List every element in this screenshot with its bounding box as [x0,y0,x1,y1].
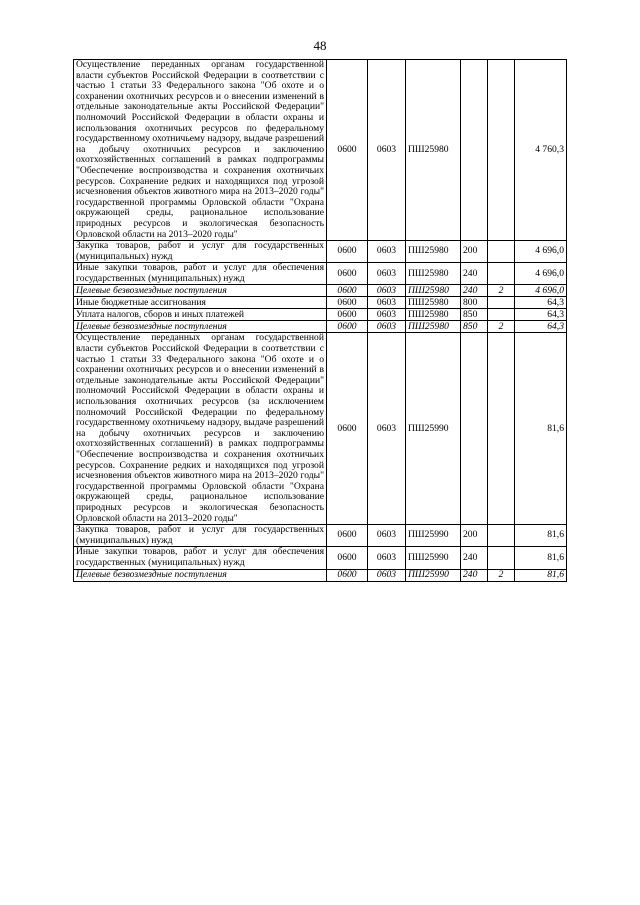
funding-source-code: 2 [488,321,515,333]
department-code: 0600 [327,263,368,285]
section-code: 0603 [368,569,406,581]
target-article-code: ПШ25980 [406,297,461,309]
amount: 64,3 [515,309,567,321]
table-row [74,309,567,321]
target-article-code: ПШ25980 [406,321,461,333]
row-description: Целевые безвозмездные поступления [74,285,327,297]
amount: 64,3 [515,321,567,333]
department-code: 0600 [327,297,368,309]
target-article-code: ПШ25990 [406,547,461,569]
target-article-code: ПШ25980 [406,241,461,263]
section-code: 0603 [368,321,406,333]
funding-source-code [488,60,515,241]
amount: 64,3 [515,297,567,309]
expense-type-code: 800 [461,297,488,309]
target-article-code: ПШ25990 [406,525,461,547]
section-code: 0603 [368,333,406,525]
funding-source-code: 2 [488,285,515,297]
target-article-code: ПШ25990 [406,569,461,581]
department-code: 0600 [327,60,368,241]
table-row [74,60,567,241]
amount: 4 696,0 [515,241,567,263]
row-description: Уплата налогов, сборов и иных платежей [74,309,327,321]
row-description: Целевые безвозмездные поступления [74,569,327,581]
expense-type-code [461,60,488,241]
target-article-code: ПШ25980 [406,309,461,321]
expense-type-code: 200 [461,525,488,547]
department-code: 0600 [327,569,368,581]
funding-source-code [488,525,515,547]
table-row [74,321,567,333]
amount: 81,6 [515,333,567,525]
table-row [74,525,567,547]
section-code: 0603 [368,241,406,263]
expense-type-code: 850 [461,309,488,321]
target-article-code: ПШ25980 [406,60,461,241]
department-code: 0600 [327,547,368,569]
section-code: 0603 [368,60,406,241]
department-code: 0600 [327,309,368,321]
section-code: 0603 [368,263,406,285]
row-description: Осуществление переданных органам государственной власти субъектов Российской Федерации в соответствии с частью 1 статьи 33 Федерального закона "Об охоте и о сохранении охотничьих ресурсов и о внесении изменений в отдельные законодательные акты Российской Федерации" полномочий Российской Федерации в области охраны и использования охотничьих ресурсов (за исключением полномочий Российской Федерации по федеральному государственному охотничьему надзору, выдаче разрешений на добычу охотничьих ресурсов и заключению охотхозяйственных соглашений) в рамках подпрограммы "Обеспечение воспроизводства и сохранения охотничьих ресурсов. Сохранение редких и находящихся под угрозой исчезновения объектов животного мира на 2013–2020 годы" государственной программы Орловской области "Охрана окружающей среды, рациональное использование природных ресурсов и экологическая безопасность Орловской области на 2013–2020 годы" [74,333,327,525]
amount: 4 696,0 [515,285,567,297]
target-article-code: ПШ25980 [406,263,461,285]
row-description: Иные закупки товаров, работ и услуг для обеспечения государственных (муниципальных) нужд [74,263,327,285]
section-code: 0603 [368,309,406,321]
target-article-code: ПШ25980 [406,285,461,297]
table-row [74,241,567,263]
table-row [74,569,567,581]
row-description: Закупка товаров, работ и услуг для государственных (муниципальных) нужд [74,241,327,263]
amount: 81,6 [515,525,567,547]
funding-source-code [488,333,515,525]
expense-type-code: 850 [461,321,488,333]
funding-source-code [488,309,515,321]
section-code: 0603 [368,547,406,569]
funding-source-code [488,241,515,263]
expense-type-code: 240 [461,263,488,285]
funding-source-code [488,297,515,309]
target-article-code: ПШ25990 [406,333,461,525]
department-code: 0600 [327,525,368,547]
table-row [74,285,567,297]
expense-type-code: 200 [461,241,488,263]
section-code: 0603 [368,297,406,309]
page-number: 48 [313,38,327,53]
amount: 81,6 [515,547,567,569]
section-code: 0603 [368,285,406,297]
row-description: Иные закупки товаров, работ и услуг для обеспечения государственных (муниципальных) нужд [74,547,327,569]
table-row [74,297,567,309]
row-description: Целевые безвозмездные поступления [74,321,327,333]
table-row [74,547,567,569]
table-row [74,333,567,525]
department-code: 0600 [327,241,368,263]
row-description: Закупка товаров, работ и услуг для государственных (муниципальных) нужд [74,525,327,547]
amount: 4 696,0 [515,263,567,285]
expense-type-code: 240 [461,285,488,297]
row-description: Осуществление переданных органам государственной власти субъектов Российской Федерации в соответствии с частью 1 статьи 33 Федерального закона "Об охоте и о сохранении охотничьих ресурсов и о внесении изменений в отдельные законодательные акты Российской Федерации" полномочий Российской Федерации в области охраны и использования охотничьих ресурсов по федеральному государственному охотничьему надзору, выдаче разрешений на добычу охотничьих ресурсов и заключению охотхозяйственных соглашений в рамках подпрограммы "Обеспечение воспроизводства и сохранения охотничьих ресурсов. Сохранение редких и находящихся под угрозой исчезновения объектов животного мира на 2013–2020 годы" государственной программы Орловской области "Охрана окружающей среды, рациональное использование природных ресурсов и экологическая безопасность Орловской области на 2013–2020 годы" [74,60,327,241]
expense-type-code: 240 [461,547,488,569]
section-code: 0603 [368,525,406,547]
department-code: 0600 [327,321,368,333]
expense-type-code [461,333,488,525]
funding-source-code [488,263,515,285]
amount: 4 760,3 [515,60,567,241]
funding-source-code [488,547,515,569]
row-description: Иные бюджетные ассигнования [74,297,327,309]
amount: 81,6 [515,569,567,581]
expense-type-code: 240 [461,569,488,581]
table-row [74,263,567,285]
department-code: 0600 [327,285,368,297]
department-code: 0600 [327,333,368,525]
funding-source-code: 2 [488,569,515,581]
budget-table [73,59,567,582]
